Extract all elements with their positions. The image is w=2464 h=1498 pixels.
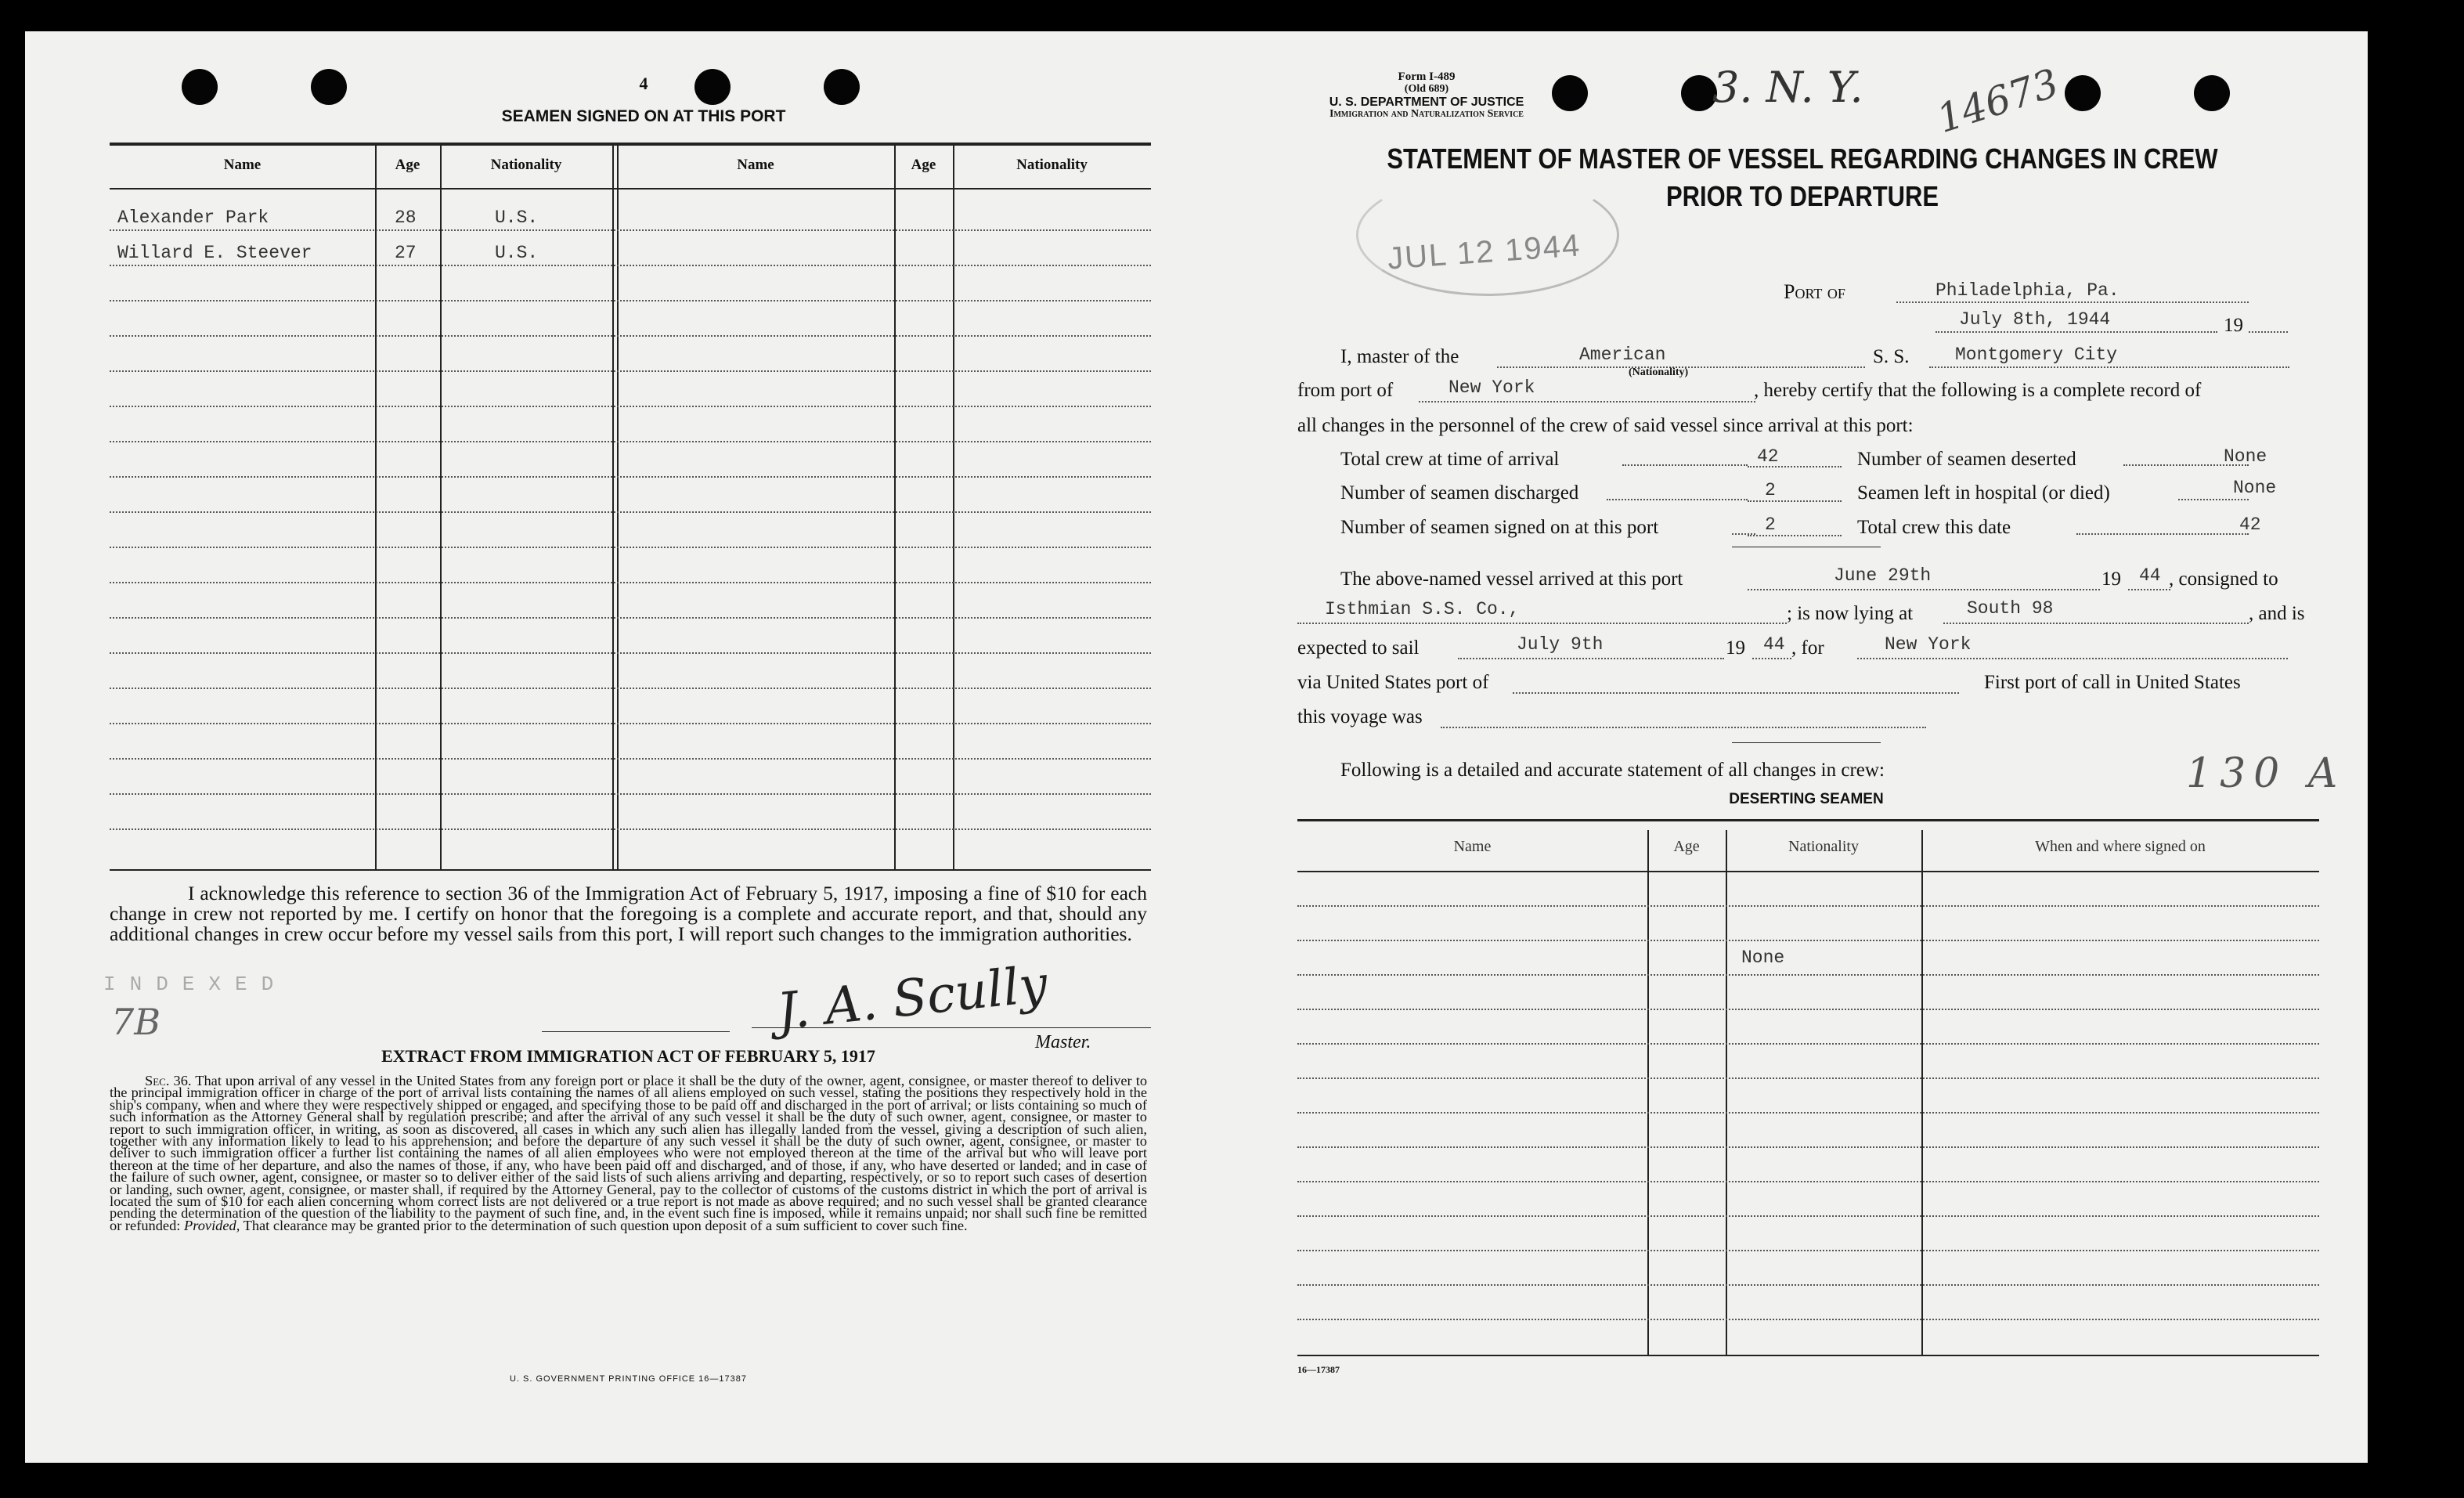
punch-hole [2065, 75, 2101, 111]
expected-year-prefix: 19 [1726, 637, 1745, 659]
via-line [1513, 692, 1959, 694]
deserted-label: Number of seamen deserted [1857, 449, 2076, 470]
indexed-stamp: INDEXED [103, 973, 288, 996]
voyage-line [1441, 727, 1926, 728]
table-row-nationality: U.S. [495, 208, 539, 228]
arrived-year-prefix: 19 [2101, 569, 2121, 590]
deserting-col-signed-on: When and where signed on [2035, 838, 2206, 855]
arrived-label: The above-named vessel arrived at this port [1340, 569, 1683, 590]
deserting-row-rule [1297, 1215, 2319, 1217]
section-divider [1732, 742, 1881, 743]
expected-line [1458, 658, 1724, 659]
row-rule [110, 300, 1151, 301]
form-title-line1: STATEMENT OF MASTER OF VESSEL REGARDING CHANGES IN CREW [1387, 143, 2218, 175]
deserting-row-rule [1297, 1009, 2319, 1010]
deserting-row-rule [1297, 1284, 2319, 1286]
row-rule [110, 406, 1151, 407]
deserting-row-rule [1297, 1077, 2319, 1079]
from-port-value: New York [1448, 377, 1535, 398]
from-port-line [1419, 401, 1755, 402]
row-rule [110, 229, 1151, 231]
deserting-top-rule [1297, 819, 2319, 821]
deserting-none-value: None [1741, 948, 1785, 968]
section-body: That upon arrival of any vessel in the United States from any foreign port or place it shall be the duty of the owner, agent, consignee, or master thereof to deliver to the principal immigration officer in charge of the port of arrival lists containing the names of all aliens employed on such vessel, stating the positions they respectively hold in the ship's company, when and where they were respectively shipped or engaged, and specifying those to be paid off and discharged in the port of arrival; or lists containing so much of such information as the Attorney General shall by regulation prescribe; and after the arrival of any such vessel it shall be the duty of such owner, agent, consignee, or master to report to such immigration officer, in writing, as soon as discovered, all cases in which any such alien has illegally landed from the vessel, giving a description of such alien, together with any information likely to lead to his apprehension; and before the departure of any such vessel it shall be the duty of such owner, agent, consignee, or master to deliver to such immigration officer a further list containing the names of all alien employees who were not employed thereon at the time of the arrival but who will leave port thereon at the time of her departure, and also the names of those, if any, who have been paid off and discharged, and of those, if any, who have deserted or landed; and in case of the failure of such owner, agent, consignee, or master so to deliver either of the said lists of such aliens arriving and departing, respectively, or so to report such cases of desertion or landing, such owner, agent, consignee, or master shall, if required by the Attorney General, pay to the collector of customs of the customs district in which the port of arrival is located the sum of $10 for each alien concerning whom correct lists are not delivered or a true report is not made as above required; and no such vessel shall be granted clearance pending the determination of the question of the liability to the payment of such fine, and, in the event such fine is imposed, while it remains unpaid; nor shall such fine be remitted or refunded: [110, 1073, 1148, 1233]
row-rule [110, 758, 1151, 760]
master-of-label: I, master of the [1340, 346, 1459, 367]
deserting-row-rule [1297, 1146, 2319, 1148]
voyage-label: this voyage was [1297, 706, 1423, 727]
total-arrival-value: 42 [1757, 446, 1779, 467]
extract-rule [542, 1031, 730, 1032]
arrived-value: June 29th [1834, 565, 1932, 586]
deserting-row-rule [1297, 940, 2319, 941]
table-bottom-rule [110, 869, 1151, 871]
total-arrival-leader [1622, 464, 1748, 466]
deserting-col-age: Age [1673, 838, 1700, 855]
for-label: , for [1791, 637, 1824, 659]
col-divider [894, 146, 896, 871]
stamp-date: JUL 12 1944 [1386, 228, 1582, 276]
row-rule [110, 265, 1151, 266]
deserting-col-name: Name [1453, 838, 1492, 855]
date-suffix-line [2249, 331, 2288, 333]
table-row-age: 27 [395, 243, 417, 263]
form-number: Form I-489 [1398, 70, 1456, 83]
table-header-rule [110, 188, 1151, 190]
all-changes-text: all changes in the personnel of the crew of said vessel since arrival at this port: [1297, 415, 1914, 436]
table-top-rule [110, 143, 1151, 146]
signed-on-line [1748, 535, 1842, 536]
form-title-line2: PRIOR TO DEPARTURE [1665, 180, 1939, 212]
printer-code: 16—17387 [1297, 1364, 1340, 1375]
acknowledgment-text: I acknowledge this reference to section 36 of the Immigration Act of February 5, 1917, imposing a fine of $10 for each change in crew not reported by me. I certify on honor that the foregoing is a complete and accurate report, and that, should any additional changes in crew occur before my vessel sails from this port, I will report such changes to the immigration authorities. [110, 882, 1147, 945]
row-rule [110, 511, 1151, 513]
deserting-header-rule [1297, 871, 2319, 872]
table-row-age: 28 [395, 208, 417, 228]
col-divider [440, 146, 442, 871]
deserting-row-rule [1297, 1181, 2319, 1182]
col-divider [953, 146, 954, 871]
ss-label: S. S. [1873, 346, 1910, 367]
page-number: 4 [639, 74, 648, 93]
deserting-row-rule [1297, 1250, 2319, 1251]
col-header-nationality: Nationality [1016, 157, 1088, 173]
deserting-col-divider [1647, 830, 1649, 1356]
vessel-line [1929, 366, 2289, 368]
extract-title: EXTRACT FROM IMMIGRATION ACT OF FEBRUARY 5, 1917 [381, 1046, 875, 1066]
date-suffix: 19 [2224, 315, 2243, 336]
consigned-label: , consigned to [2169, 569, 2278, 590]
for-line [1857, 658, 2288, 659]
printer-line: U. S. GOVERNMENT PRINTING OFFICE 16—17387 [509, 1374, 748, 1384]
deserting-col-divider [1726, 830, 1727, 1356]
deserting-row-rule [1297, 974, 2319, 976]
master-label: Master. [1035, 1032, 1091, 1052]
row-rule [110, 688, 1151, 689]
handwritten-code: 130 A [2186, 750, 2346, 797]
table-title: SEAMEN SIGNED ON AT THIS PORT [501, 107, 786, 125]
deserting-col-divider [1921, 830, 1923, 1356]
arrived-line [1748, 589, 2100, 590]
row-rule [110, 793, 1151, 795]
row-rule [110, 335, 1151, 337]
provided-word: Provided, [184, 1217, 240, 1233]
table-row-name: Willard E. Steever [117, 243, 312, 263]
document-sheet [25, 31, 2368, 1463]
deserting-title: DESERTING SEAMEN [1729, 791, 1884, 807]
punch-hole [824, 69, 860, 105]
col-header-name: Name [223, 157, 262, 173]
service-name: Immigration and Naturalization Service [1329, 108, 1524, 120]
expected-year: 44 [1763, 634, 1785, 655]
table-row-name: Alexander Park [117, 208, 269, 228]
discharged-leader [1607, 499, 1748, 500]
total-date-value: 42 [2239, 514, 2261, 535]
lying-label: ; is now lying at [1787, 603, 1914, 624]
deserted-value: None [2224, 446, 2267, 467]
consignee-line [1297, 623, 1787, 624]
expected-label: expected to sail [1297, 637, 1420, 659]
section-label: Sec. 36. [145, 1073, 192, 1088]
col-divider [612, 146, 614, 871]
discharged-label: Number of seamen discharged [1340, 482, 1579, 504]
total-date-leader [2076, 533, 2249, 535]
date-line [1935, 331, 2217, 333]
hospital-label: Seamen left in hospital (or died) [1857, 482, 2110, 504]
deserting-row-rule [1297, 905, 2319, 907]
from-port-label: from port of [1297, 380, 1394, 401]
lying-line [1943, 623, 2249, 624]
deserting-bottom-rule [1297, 1355, 2319, 1356]
master-signature: J. A. Scully [774, 955, 1051, 1041]
table-row-nationality: U.S. [495, 243, 539, 263]
row-rule [110, 652, 1151, 654]
total-arrival-line [1748, 466, 1842, 467]
col-header-age: Age [911, 157, 936, 173]
nationality-value: American [1579, 345, 1666, 365]
col-divider [617, 146, 619, 871]
handwritten-office: 3. N. Y. [1712, 63, 1863, 112]
lying-value: South 98 [1967, 598, 2054, 619]
row-rule [110, 476, 1151, 478]
punch-hole [182, 69, 218, 105]
department-name: U. S. DEPARTMENT OF JUSTICE [1329, 96, 1524, 109]
port-line [1896, 301, 2249, 303]
deserting-row-rule [1297, 1043, 2319, 1045]
total-arrival-label: Total crew at time of arrival [1340, 449, 1560, 470]
vessel-value: Montgomery City [1955, 345, 2118, 365]
deserting-col-nationality: Nationality [1788, 838, 1859, 855]
col-header-nationality: Nationality [490, 157, 562, 173]
arrived-year: 44 [2139, 565, 2161, 586]
handwritten-number: 14673 [1931, 60, 2065, 143]
row-rule [110, 441, 1151, 442]
via-label: via United States port of [1297, 672, 1489, 693]
for-value: New York [1885, 634, 1972, 655]
port-label: Port of [1784, 280, 1845, 303]
discharged-value: 2 [1765, 480, 1776, 500]
row-rule [110, 370, 1151, 372]
section-tail: That clearance may be granted prior to the determination of such question upon deposit of a sum sufficient to cover such fine. [243, 1217, 968, 1233]
date-value: July 8th, 1944 [1959, 309, 2111, 330]
first-port-label: First port of call in United States [1984, 672, 2241, 693]
old-form-number: (Old 689) [1404, 83, 1449, 95]
punch-hole [311, 69, 347, 105]
expected-year-line [1752, 658, 1791, 659]
deserting-row-rule [1297, 1112, 2319, 1114]
following-text: Following is a detailed and accurate statement of all changes in crew: [1340, 760, 1885, 781]
row-rule [110, 582, 1151, 583]
consignee-value: Isthmian S.S. Co., [1325, 599, 1520, 619]
expected-value: July 9th [1517, 634, 1604, 655]
hospital-leader [2178, 499, 2249, 500]
port-value: Philadelphia, Pa. [1935, 280, 2119, 301]
punch-hole [694, 69, 731, 105]
arrived-year-line [2128, 589, 2170, 590]
signed-on-label: Number of seamen signed on at this port [1340, 517, 1659, 538]
col-divider [375, 146, 377, 871]
indexed-mark: 7B [111, 1001, 161, 1043]
punch-hole [2194, 75, 2230, 111]
and-is-label: , and is [2249, 603, 2305, 624]
nationality-caption: (Nationality) [1629, 366, 1689, 378]
col-header-name: Name [737, 157, 774, 173]
discharged-line [1748, 500, 1842, 502]
section-36-text [110, 1075, 1147, 1232]
signed-on-value: 2 [1765, 514, 1776, 535]
certify-text: , hereby certify that the following is a complete record of [1754, 380, 2202, 401]
total-date-label: Total crew this date [1857, 517, 2011, 538]
row-rule [110, 723, 1151, 724]
row-rule [110, 617, 1151, 619]
row-rule [110, 828, 1151, 830]
hospital-value: None [2233, 478, 2277, 498]
deserting-row-rule [1297, 1319, 2319, 1320]
row-rule [110, 547, 1151, 548]
col-header-age: Age [395, 157, 420, 173]
